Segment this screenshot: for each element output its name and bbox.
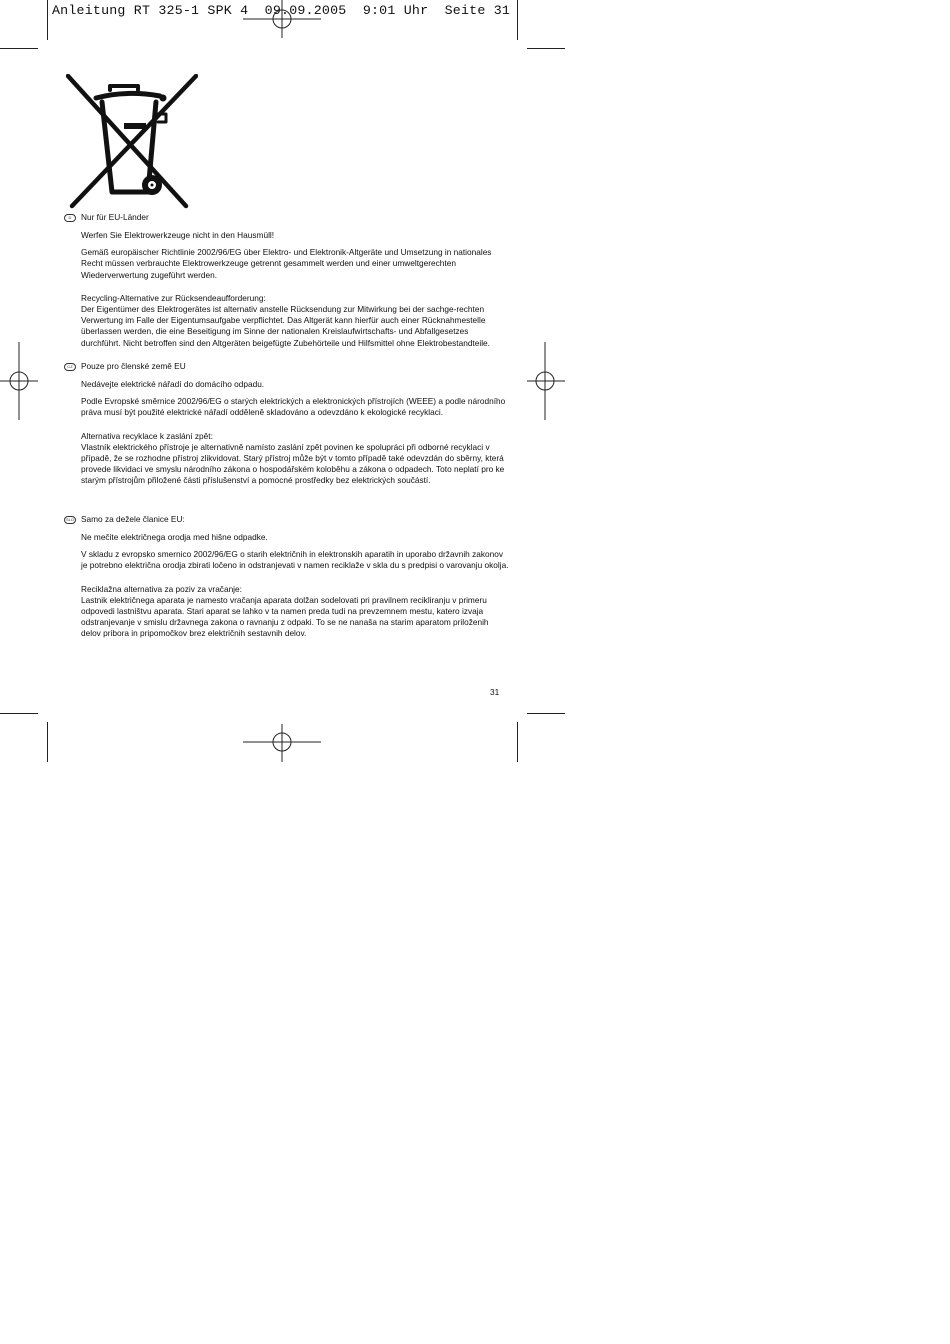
crop-mark	[527, 48, 565, 49]
section-cz	[64, 361, 509, 487]
registration-mark-icon	[243, 0, 323, 40]
crop-mark	[517, 722, 518, 762]
alternative-title: Alternativa recyklace k zaslání zpět:	[81, 430, 213, 441]
section-heading: Samo za dežele članice EU:	[81, 514, 185, 524]
crop-mark	[0, 48, 38, 49]
language-badge-icon: D	[64, 214, 76, 222]
alternative-paragraph: Der Eigentümer des Elektrogerätes ist alternativ anstelle Rücksendung zur Mitwirkung bei der sachge-rechten Verwertung im Falle der Eigentumsaufgabe verpflichtet. Das Altgerät kann hierfür auch einer Rücknahmestelle überlassen werden, die eine Beseitigung im Sinne der nationalen Kreislaufwirtschafts- und Abfallgesetzes durchführt. Nicht betroffen sind den Altgeräten beigefügte Zubehörteile und Hilfsmittel ohne Elektrobestandteile.	[81, 304, 490, 348]
crop-mark	[47, 0, 48, 40]
section-slo	[64, 514, 509, 640]
language-badge-icon: SLO	[65, 517, 74, 522]
alternative-title: Reciklažna alternativa za poziv za vračanje:	[81, 583, 242, 594]
alternative-title: Recycling-Alternative zur Rücksendeaufforderung:	[81, 292, 266, 303]
registration-mark-icon	[0, 342, 40, 420]
slug-line: Anleitung RT 325-1 SPK 4 09.09.2005 9:01 Uhr Seite 31	[52, 3, 511, 18]
crop-mark	[0, 713, 38, 714]
crossed-out-wheeled-bin-icon	[66, 74, 198, 209]
language-heading-row	[64, 212, 509, 224]
alternative-paragraph: Lastnik električnega aparata je namesto vračanja aparata dolžan sodelovati pri pravilnem recikliranju v primeru odpovedi lastništvu aparata. Stari aparat se lahko v ta namen preda tudi na prevzemnem mestu, katero izvaja odstranjevanje v smislu državnega zakona o ravnanju z odpaki. To se ne nanaša na starim aparatom priloženih delov pribora in pripomočkov brez električnih sestavnih delov.	[81, 594, 489, 639]
registration-mark-icon	[525, 342, 565, 420]
alternative-paragraph: Vlastník elektrického přístroje je alternativně namísto zaslání zpět povinen ke spolupráci při odborné recyklaci v případě, že se rozhodne přístroj zlikvidovat. Starý přístroj může být v tomto případě také odevzdán do sběrny, která provede likvidaci ve smyslu národního zákona o hospodářském koloběhu a zákona o odpadech. Toto neplatí pro ke starým přístrojům přiložené části příslušenství a pomocné prostředky bez elektrických součástí.	[81, 441, 505, 486]
disposal-warning: Ne mečite električnega orodja med hišne odpadke.	[81, 532, 268, 542]
crop-mark	[517, 0, 518, 40]
language-heading-row	[64, 514, 509, 526]
crop-mark	[47, 722, 48, 762]
section-heading: Nur für EU-Länder	[81, 212, 149, 222]
directive-paragraph: Podle Evropské směrnice 2002/96/EG o starých elektrických a elektronických přístrojích (WEEE) a podle národního práva musí být použité elektrické nářadí odděleně skladováno a odevzdáno k ekologické recyklaci.	[81, 396, 506, 418]
page-number: 31	[490, 687, 500, 697]
language-badge-icon: CZ	[64, 363, 76, 371]
directive-paragraph: V skladu z evropsko smernico 2002/96/EG o starih električnih in elektronskih aparatih in uporabo državnih zakonov je potrebno električna orodja zbirati ločeno in odstranjevati v namen reciklaže v skla du s predpisi o varovanju okolja.	[81, 549, 509, 571]
disposal-warning: Nedávejte elektrické nářadí do domácího odpadu.	[81, 379, 265, 389]
crop-mark	[527, 713, 565, 714]
directive-paragraph: Gemäß europäischer Richtlinie 2002/96/EG über Elektro- und Elektronik-Altgeräte und Umsetzung in nationales Recht müssen verbrauchte Elektrowerkzeuge getrennt gesammelt werden und einer umweltgerechten Wiederverwertung zugeführt werden.	[81, 247, 492, 280]
section-heading: Pouze pro členské země EU	[81, 361, 186, 371]
disposal-warning: Werfen Sie Elektrowerkzeuge nicht in den Hausmüll!	[81, 230, 275, 240]
registration-mark-icon	[243, 722, 323, 762]
section-de	[64, 212, 509, 349]
language-heading-row	[64, 361, 509, 373]
